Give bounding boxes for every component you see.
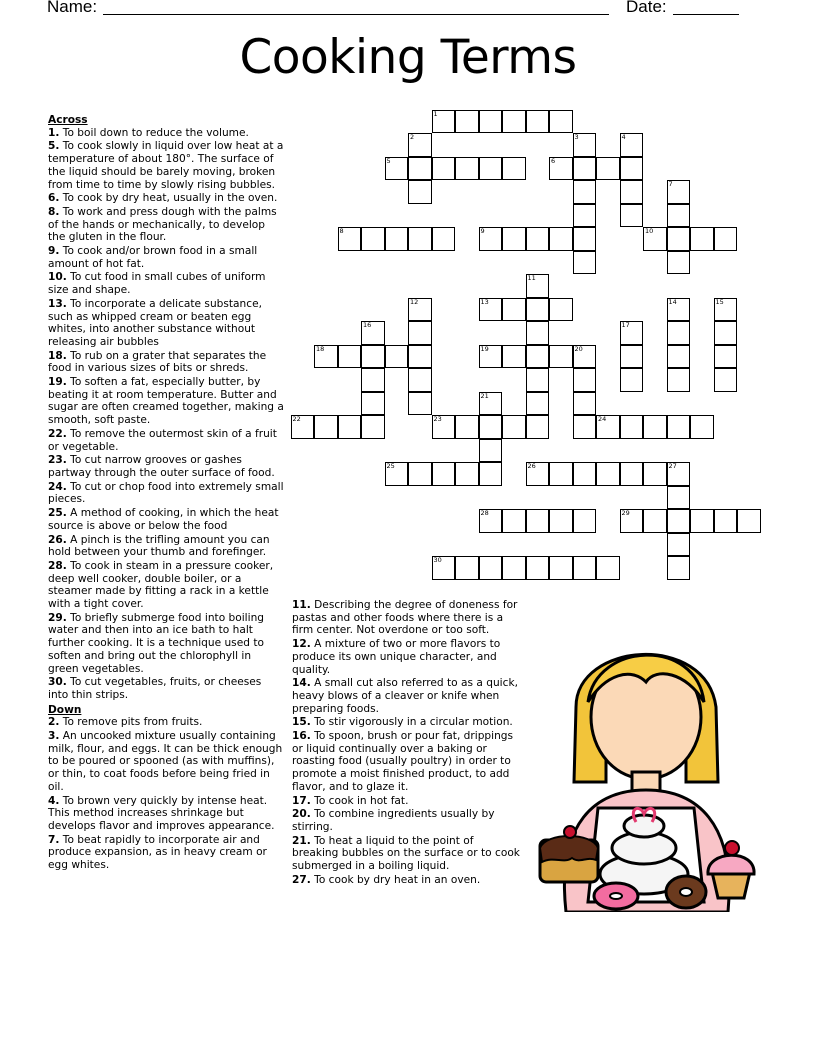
grid-cell[interactable] bbox=[502, 345, 526, 369]
grid-cell[interactable] bbox=[573, 556, 597, 580]
clue-number: 23. bbox=[48, 454, 67, 467]
clue-text: To incorporate a delicate substance, such as whipped cream or beaten egg whites, into another substance without releasing air bubbles bbox=[48, 297, 262, 348]
grid-cell[interactable] bbox=[408, 462, 432, 486]
clue-item bbox=[292, 730, 520, 794]
grid-cell-number: 30 bbox=[433, 556, 442, 564]
grid-cell[interactable] bbox=[526, 415, 550, 439]
grid-cell[interactable] bbox=[737, 509, 761, 533]
grid-cell[interactable] bbox=[432, 157, 456, 181]
clue-number: 17. bbox=[292, 794, 311, 807]
clue-item bbox=[48, 245, 284, 270]
grid-cell[interactable] bbox=[667, 462, 691, 486]
grid-cell[interactable] bbox=[408, 298, 432, 322]
clue-text: To work and press dough with the palms of the hands or mechanically, to develop the gluten in the flour. bbox=[48, 205, 277, 244]
clue-text: To cook by dry heat, usually in the oven. bbox=[59, 192, 278, 205]
clue-item bbox=[48, 834, 284, 872]
grid-cell[interactable] bbox=[479, 509, 503, 533]
clue-item bbox=[48, 376, 284, 427]
grid-cell[interactable] bbox=[361, 345, 385, 369]
grid-cell[interactable] bbox=[643, 227, 667, 251]
clue-number: 24. bbox=[48, 480, 67, 493]
grid-cell[interactable] bbox=[455, 556, 479, 580]
clue-number: 28. bbox=[48, 559, 67, 572]
grid-cell[interactable] bbox=[502, 298, 526, 322]
grid-cell[interactable] bbox=[714, 298, 738, 322]
grid-cell[interactable] bbox=[526, 556, 550, 580]
grid-cell[interactable] bbox=[549, 345, 573, 369]
clue-text: To cut vegetables, fruits, or cheeses into thin strips. bbox=[48, 676, 262, 701]
grid-cell[interactable] bbox=[502, 415, 526, 439]
grid-cell[interactable] bbox=[502, 509, 526, 533]
clue-number: 16. bbox=[292, 730, 311, 743]
grid-cell[interactable] bbox=[502, 157, 526, 181]
clue-text: To brown very quickly by intense heat. This method increases shrinkage but develops flavor and improves appearance. bbox=[48, 794, 275, 832]
clue-number: 10. bbox=[48, 271, 67, 284]
clue-item bbox=[48, 676, 284, 701]
grid-cell[interactable] bbox=[620, 157, 644, 181]
grid-cell[interactable] bbox=[361, 392, 385, 416]
clue-text: To spoon, brush or pour fat, drippings or liquid continually over a baking or roasting food (usually poultry) in order to promote a moist finished product, to add flavor, and to glaze it. bbox=[292, 730, 514, 793]
clue-text: To cook and/or brown food in a small amount of hot fat. bbox=[48, 245, 258, 270]
grid-cell-number: 19 bbox=[480, 344, 489, 353]
grid-cell[interactable] bbox=[338, 345, 362, 369]
clue-item bbox=[48, 350, 284, 375]
across-clue-list bbox=[48, 127, 284, 702]
clue-number: 2. bbox=[48, 716, 60, 729]
down-heading: Down bbox=[48, 703, 82, 716]
clue-item bbox=[292, 835, 520, 873]
grid-cell[interactable] bbox=[479, 157, 503, 181]
clue-number: 15. bbox=[292, 716, 311, 729]
grid-cell-number: 25 bbox=[386, 462, 395, 470]
down-clue-list bbox=[48, 716, 284, 871]
clue-text: To cook by dry heat in an oven. bbox=[310, 873, 481, 886]
clue-number: 18. bbox=[48, 349, 67, 362]
grid-cell-number: 27 bbox=[668, 462, 677, 470]
clue-number: 13. bbox=[48, 297, 67, 310]
grid-cell-number: 7 bbox=[668, 180, 673, 188]
grid-cell[interactable] bbox=[408, 157, 432, 181]
clue-text: To soften a fat, especially butter, by beating it at room temperature. Butter and sugar are often creamed together, making a smooth, soft paste. bbox=[48, 376, 284, 427]
grid-cell[interactable] bbox=[573, 462, 597, 486]
grid-cell-number: 4 bbox=[621, 133, 626, 141]
clue-item bbox=[48, 127, 284, 140]
clue-number: 1. bbox=[48, 126, 60, 139]
grid-cell[interactable] bbox=[667, 321, 691, 345]
grid-cell-number: 23 bbox=[433, 415, 442, 423]
grid-cell[interactable] bbox=[714, 368, 738, 392]
grid-cell[interactable] bbox=[361, 321, 385, 345]
grid-cell-number: 6 bbox=[551, 156, 556, 165]
clue-text: A small cut also referred to as a quick, heavy blows of a cleaver or knife when preparing foods. bbox=[292, 677, 518, 715]
clue-text: To cook in steam in a pressure cooker, deep well cooker, double boiler, or a steamer made by fitting a rack in a kettle with a tight cover. bbox=[48, 559, 274, 611]
clue-text: Describing the degree of doneness for pastas and other foods where there is a firm center. Not overdone or too soft. bbox=[292, 599, 518, 637]
grid-cell-number: 13 bbox=[480, 297, 489, 306]
clue-text: An uncooked mixture usually containing milk, flour, and eggs. It can be thick enough to be poured or spooned (as with muffins), or thin, to coat foods before being fried in oil. bbox=[48, 730, 283, 793]
grid-cell[interactable] bbox=[502, 227, 526, 251]
clue-number: 21. bbox=[292, 834, 311, 847]
clue-number: 3. bbox=[48, 730, 60, 743]
grid-cell-number: 5 bbox=[386, 156, 391, 165]
clue-number: 11. bbox=[292, 599, 311, 611]
grid-cell[interactable] bbox=[596, 462, 620, 486]
grid-cell[interactable] bbox=[526, 345, 550, 369]
clue-item bbox=[292, 677, 520, 715]
clue-item bbox=[48, 454, 284, 479]
grid-cell[interactable] bbox=[479, 439, 503, 463]
grid-cell[interactable] bbox=[549, 462, 573, 486]
grid-cell[interactable] bbox=[526, 110, 550, 134]
grid-cell-number: 3 bbox=[574, 133, 579, 141]
grid-cell[interactable] bbox=[667, 368, 691, 392]
clue-text: To cut or chop food into extremely small pieces. bbox=[48, 480, 284, 506]
grid-cell[interactable] bbox=[385, 157, 409, 181]
grid-cell[interactable] bbox=[549, 110, 573, 134]
clues-column-left bbox=[48, 113, 284, 873]
grid-cell[interactable] bbox=[479, 227, 503, 251]
grid-cell[interactable] bbox=[667, 556, 691, 580]
grid-cell-number: 24 bbox=[598, 415, 607, 423]
clue-text: To cook in hot fat. bbox=[310, 794, 409, 807]
grid-cell[interactable] bbox=[667, 345, 691, 369]
grid-cell[interactable] bbox=[526, 462, 550, 486]
date-label: Date: bbox=[626, 0, 667, 16]
grid-cell[interactable] bbox=[526, 392, 550, 416]
clue-number: 9. bbox=[48, 245, 60, 258]
grid-cell[interactable] bbox=[714, 345, 738, 369]
clue-number: 20. bbox=[292, 808, 311, 821]
grid-cell-number: 14 bbox=[668, 297, 677, 306]
clue-text: A pinch is the trifling amount you can hold between your thumb and forefinger. bbox=[48, 533, 270, 559]
clue-number: 30. bbox=[48, 676, 67, 689]
grid-cell[interactable] bbox=[573, 204, 597, 228]
clue-number: 19. bbox=[48, 376, 67, 389]
clue-item bbox=[48, 140, 284, 191]
clue-number: 7. bbox=[48, 833, 60, 846]
grid-cell[interactable] bbox=[667, 298, 691, 322]
clue-text: To rub on a grater that separates the food in various sizes of bits or shreds. bbox=[48, 349, 267, 375]
grid-cell[interactable] bbox=[667, 415, 691, 439]
grid-cell[interactable] bbox=[573, 392, 597, 416]
grid-cell[interactable] bbox=[314, 415, 338, 439]
grid-cell[interactable] bbox=[573, 227, 597, 251]
clue-number: 26. bbox=[48, 533, 67, 546]
grid-cell[interactable] bbox=[620, 415, 644, 439]
grid-cell[interactable] bbox=[596, 556, 620, 580]
clue-item bbox=[48, 730, 284, 794]
grid-cell[interactable] bbox=[526, 368, 550, 392]
clue-text: To stir vigorously in a circular motion. bbox=[310, 716, 513, 729]
grid-cell[interactable] bbox=[620, 204, 644, 228]
grid-cell-number: 2 bbox=[410, 133, 415, 141]
clue-item bbox=[292, 716, 520, 729]
clue-item bbox=[48, 206, 284, 244]
clue-item bbox=[292, 795, 520, 808]
grid-cell[interactable] bbox=[643, 415, 667, 439]
grid-cell[interactable] bbox=[408, 321, 432, 345]
grid-cell-number: 15 bbox=[715, 297, 724, 306]
grid-cell[interactable] bbox=[479, 415, 503, 439]
grid-cell[interactable] bbox=[455, 415, 479, 439]
clue-item bbox=[292, 808, 520, 833]
clue-item bbox=[48, 271, 284, 296]
clue-number: 12. bbox=[292, 638, 311, 651]
grid-cell[interactable] bbox=[385, 227, 409, 251]
clue-text: To cook slowly in liquid over low heat at a temperature of about 180°. The surface of the liquid should be barely moving, broken from time to time by slowly rising bubbles. bbox=[48, 140, 284, 191]
grid-cell[interactable] bbox=[338, 227, 362, 251]
clue-text: To remove the outermost skin of a fruit or vegetable. bbox=[48, 427, 277, 453]
grid-cell[interactable] bbox=[408, 227, 432, 251]
clue-text: A mixture of two or more flavors to produce its own unique character, and quality. bbox=[292, 638, 501, 676]
grid-cell[interactable] bbox=[408, 133, 432, 157]
grid-cell[interactable] bbox=[573, 180, 597, 204]
grid-cell[interactable] bbox=[667, 533, 691, 557]
clue-item bbox=[48, 560, 284, 611]
clue-item bbox=[292, 874, 520, 887]
clue-item bbox=[292, 599, 520, 637]
grid-cell-number: 20 bbox=[574, 344, 583, 353]
clue-item bbox=[48, 298, 284, 349]
clue-number: 8. bbox=[48, 205, 60, 218]
clue-text: A method of cooking, in which the heat source is above or below the food bbox=[48, 507, 279, 532]
grid-cell[interactable] bbox=[408, 392, 432, 416]
grid-cell[interactable] bbox=[620, 180, 644, 204]
grid-cell[interactable] bbox=[455, 157, 479, 181]
grid-cell[interactable] bbox=[620, 133, 644, 157]
grid-cell[interactable] bbox=[549, 509, 573, 533]
grid-cell[interactable] bbox=[361, 227, 385, 251]
clue-item bbox=[48, 507, 284, 532]
clue-text: To combine ingredients usually by stirring. bbox=[292, 808, 495, 833]
clue-text: To cut food in small cubes of uniform size and shape. bbox=[48, 271, 266, 297]
grid-cell-number: 12 bbox=[410, 297, 419, 306]
grid-cell[interactable] bbox=[408, 180, 432, 204]
grid-cell[interactable] bbox=[667, 486, 691, 510]
grid-cell[interactable] bbox=[573, 157, 597, 181]
grid-cell[interactable] bbox=[596, 415, 620, 439]
grid-cell-number: 17 bbox=[621, 321, 630, 329]
grid-cell[interactable] bbox=[667, 204, 691, 228]
clue-text: To remove pits from fruits. bbox=[59, 716, 203, 729]
grid-cell-number: 8 bbox=[339, 227, 344, 235]
grid-cell[interactable] bbox=[667, 180, 691, 204]
grid-cell-number: 1 bbox=[433, 109, 438, 118]
grid-cell[interactable] bbox=[455, 110, 479, 134]
across-heading: Across bbox=[48, 114, 88, 126]
clue-number: 5. bbox=[48, 140, 60, 153]
grid-cell[interactable] bbox=[526, 321, 550, 345]
grid-cell[interactable] bbox=[667, 227, 691, 251]
grid-cell[interactable] bbox=[643, 509, 667, 533]
grid-cell[interactable] bbox=[502, 556, 526, 580]
grid-cell[interactable] bbox=[502, 110, 526, 134]
grid-cell[interactable] bbox=[432, 415, 456, 439]
grid-cell[interactable] bbox=[291, 415, 315, 439]
grid-cell[interactable] bbox=[432, 110, 456, 134]
grid-cell-number: 26 bbox=[527, 462, 536, 470]
grid-cell[interactable] bbox=[573, 415, 597, 439]
grid-cell[interactable] bbox=[620, 368, 644, 392]
clue-item bbox=[48, 716, 284, 729]
grid-cell[interactable] bbox=[690, 227, 714, 251]
grid-cell[interactable] bbox=[573, 368, 597, 392]
grid-cell[interactable] bbox=[549, 157, 573, 181]
name-label: Name: bbox=[47, 0, 98, 16]
clue-item bbox=[48, 481, 284, 506]
grid-cell[interactable] bbox=[479, 556, 503, 580]
grid-cell-number: 18 bbox=[316, 344, 325, 353]
grid-cell[interactable] bbox=[620, 462, 644, 486]
grid-cell[interactable] bbox=[573, 509, 597, 533]
grid-cell-number: 28 bbox=[480, 509, 489, 517]
grid-cell-number: 21 bbox=[480, 391, 489, 400]
grid-cell[interactable] bbox=[667, 509, 691, 533]
grid-cell[interactable] bbox=[526, 298, 550, 322]
grid-cell[interactable] bbox=[314, 345, 338, 369]
grid-cell[interactable] bbox=[620, 509, 644, 533]
clue-number: 29. bbox=[48, 611, 67, 624]
grid-cell[interactable] bbox=[549, 556, 573, 580]
grid-cell[interactable] bbox=[714, 321, 738, 345]
grid-cell[interactable] bbox=[432, 227, 456, 251]
grid-cell[interactable] bbox=[385, 462, 409, 486]
clue-item bbox=[48, 428, 284, 453]
grid-cell[interactable] bbox=[690, 415, 714, 439]
grid-cell[interactable] bbox=[432, 462, 456, 486]
grid-cell[interactable] bbox=[479, 110, 503, 134]
clues-column-right bbox=[292, 599, 520, 887]
grid-cell[interactable] bbox=[573, 251, 597, 275]
clue-item bbox=[48, 534, 284, 559]
grid-cell[interactable] bbox=[361, 415, 385, 439]
grid-cell[interactable] bbox=[408, 368, 432, 392]
grid-cell[interactable] bbox=[549, 227, 573, 251]
clue-text: To briefly submerge food into boiling water and then into an ice bath to halt further cooking. It is a technique used to soften and bring out the chlorophyll in green vegetables. bbox=[48, 611, 265, 675]
clue-number: 6. bbox=[48, 192, 60, 205]
clue-number: 14. bbox=[292, 677, 311, 690]
grid-cell[interactable] bbox=[714, 227, 738, 251]
page-title: Cooking Terms bbox=[239, 30, 577, 85]
grid-cell[interactable] bbox=[549, 298, 573, 322]
grid-cell[interactable] bbox=[338, 415, 362, 439]
down-clue-list-continued bbox=[292, 599, 520, 886]
grid-cell[interactable] bbox=[573, 133, 597, 157]
clue-item bbox=[48, 795, 284, 833]
chef-girl-illustration bbox=[536, 612, 768, 912]
grid-cell-number: 10 bbox=[645, 227, 654, 235]
clue-text: To cut narrow grooves or gashes partway through the outer surface of food. bbox=[48, 454, 275, 479]
clue-number: 22. bbox=[48, 427, 67, 440]
grid-cell[interactable] bbox=[479, 298, 503, 322]
grid-cell-number: 11 bbox=[527, 274, 536, 282]
grid-cell-number: 29 bbox=[621, 509, 630, 517]
grid-cell[interactable] bbox=[620, 321, 644, 345]
grid-cell[interactable] bbox=[526, 227, 550, 251]
grid-cell[interactable] bbox=[690, 509, 714, 533]
grid-cell[interactable] bbox=[573, 345, 597, 369]
clue-item bbox=[292, 638, 520, 676]
grid-cell[interactable] bbox=[361, 368, 385, 392]
clue-number: 4. bbox=[48, 794, 60, 807]
grid-cell[interactable] bbox=[667, 251, 691, 275]
grid-cell[interactable] bbox=[479, 462, 503, 486]
grid-cell[interactable] bbox=[479, 392, 503, 416]
grid-cell[interactable] bbox=[526, 509, 550, 533]
clue-number: 25. bbox=[48, 507, 67, 520]
clue-text: To boil down to reduce the volume. bbox=[59, 126, 249, 139]
grid-cell[interactable] bbox=[455, 462, 479, 486]
clue-text: To beat rapidly to incorporate air and produce expansion, as in heavy cream or egg whites. bbox=[48, 833, 267, 872]
grid-cell[interactable] bbox=[479, 345, 503, 369]
grid-cell[interactable] bbox=[714, 509, 738, 533]
grid-cell[interactable] bbox=[620, 345, 644, 369]
grid-cell[interactable] bbox=[643, 462, 667, 486]
clue-text: To heat a liquid to the point of breaking bubbles on the surface or to cook submerged in a boiling liquid. bbox=[292, 834, 520, 873]
grid-cell-number: 16 bbox=[363, 321, 372, 329]
clue-item bbox=[48, 192, 284, 205]
grid-cell-number: 22 bbox=[292, 415, 301, 423]
clue-item bbox=[48, 612, 284, 676]
grid-cell[interactable] bbox=[596, 157, 620, 181]
grid-cell[interactable] bbox=[526, 274, 550, 298]
clue-number: 27. bbox=[292, 873, 311, 886]
grid-cell[interactable] bbox=[408, 345, 432, 369]
grid-cell-number: 9 bbox=[480, 227, 485, 235]
grid-cell[interactable] bbox=[385, 345, 409, 369]
grid-cell[interactable] bbox=[432, 556, 456, 580]
